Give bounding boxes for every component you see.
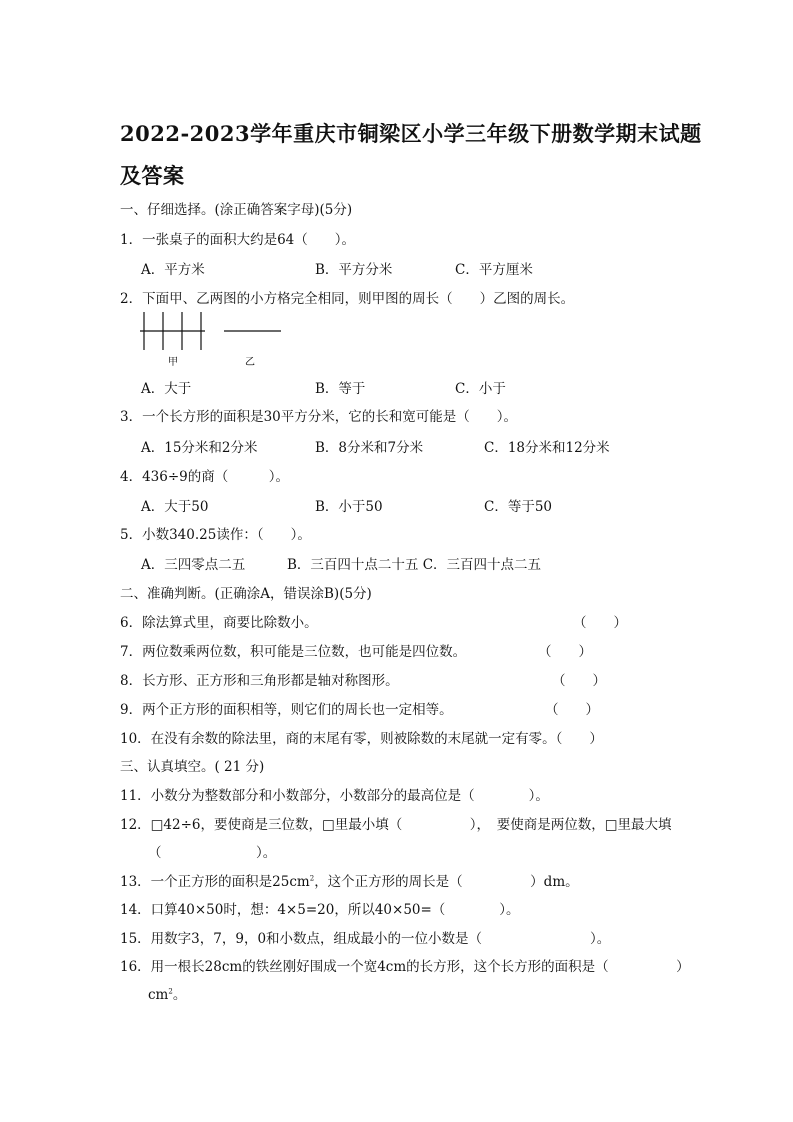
q1-option-c: C．平方厘米 xyxy=(455,262,533,278)
question-16: 16．用一根长28cm的铁丝刚好围成一个宽4cm的长方形，这个长方形的面积是（ ） xyxy=(120,959,690,975)
q4-option-b: B．小于50 xyxy=(315,499,383,515)
question-12-continuation: （ ）。 xyxy=(148,845,277,861)
q2-option-b: B．等于 xyxy=(315,381,366,397)
question-16-continuation xyxy=(148,983,186,1003)
figure-yi-label: 乙 xyxy=(245,357,255,368)
q1-option-a: A．平方米 xyxy=(141,262,205,278)
question-10: 10．在没有余数的除法里，商的末尾有零，则被除数的末尾就一定有零。（ ） xyxy=(120,731,603,747)
q13-superscript: 2 xyxy=(309,874,315,883)
section-3-heading: 三、认真填空。( 21 分) xyxy=(120,759,265,775)
title-line-2: 及答案 xyxy=(120,163,185,188)
question-6: 6．除法算式里，商要比除数小。 xyxy=(120,615,318,631)
question-3: 3．一个长方形的面积是30平方分米，它的长和宽可能是（ ）。 xyxy=(120,409,518,425)
question-1: 1．一张桌子的面积大约是64（ ）。 xyxy=(120,232,356,248)
q4-option-c: C．等于50 xyxy=(484,499,553,515)
q16-unit: cm xyxy=(148,987,169,1003)
q7-parens: （ ） xyxy=(538,644,592,660)
question-4: 4．436÷9的商（ ）。 xyxy=(120,469,290,485)
question-13 xyxy=(120,870,579,890)
q3-option-b: B．8分米和7分米 xyxy=(315,440,424,456)
question-14: 14．口算40×50时，想：4×5=20，所以40×50=（ ）。 xyxy=(120,902,520,918)
section-2-heading: 二、准确判断。(正确涂A，错误涂B)(5分) xyxy=(120,586,372,602)
q13-text-a: 13．一个正方形的面积是25cm xyxy=(120,874,310,890)
question-2: 2．下面甲、乙两图的小方格完全相同，则甲图的周长（ ）乙图的周长。 xyxy=(120,291,575,307)
figure-jia xyxy=(140,312,205,350)
q13-text-b: ，这个正方形的周长是（ ）dm。 xyxy=(314,874,579,890)
q5-option-bc: B．三百四十点二十五 C．三百四十点二五 xyxy=(287,557,542,573)
q5-option-a: A．三四零点二五 xyxy=(141,557,246,573)
q16-superscript: 2 xyxy=(168,987,173,996)
question-8: 8．长方形、正方形和三角形都是轴对称图形。 xyxy=(120,673,399,689)
q2-option-a: A．大于 xyxy=(141,381,192,397)
section-1-heading: 一、仔细选择。(涂正确答案字母)(5分) xyxy=(120,202,353,218)
q2-figure xyxy=(138,310,288,368)
title-line-1: 2022-2023学年重庆市铜梁区小学三年级下册数学期末试题 xyxy=(120,121,702,146)
question-11: 11．小数分为整数部分和小数部分，小数部分的最高位是（ ）。 xyxy=(120,788,549,804)
q16-end: 。 xyxy=(172,987,187,1003)
q3-option-a: A．15分米和2分米 xyxy=(141,440,258,456)
question-7: 7．两位数乘两位数，积可能是三位数，也可能是四位数。 xyxy=(120,644,467,660)
q3-option-c: C．18分米和12分米 xyxy=(484,440,610,456)
figure-jia-label: 甲 xyxy=(168,357,178,368)
question-9: 9．两个正方形的面积相等，则它们的周长也一定相等。 xyxy=(120,702,453,718)
q6-parens: （ ） xyxy=(573,615,627,631)
q9-parens: （ ） xyxy=(545,702,599,718)
q2-option-c: C．小于 xyxy=(455,381,506,397)
q8-parens: （ ） xyxy=(552,673,606,689)
question-12: 12．□42÷6，要使商是三位数，□里最小填（ ）， 要使商是两位数，□里最大填 xyxy=(120,817,672,833)
q4-option-a: A．大于50 xyxy=(141,499,209,515)
question-5: 5．小数340.25读作：（ ）。 xyxy=(120,527,311,543)
question-15: 15．用数字3，7，9，0和小数点，组成最小的一位小数是（ ）。 xyxy=(120,931,611,947)
q1-option-b: B．平方分米 xyxy=(315,262,393,278)
